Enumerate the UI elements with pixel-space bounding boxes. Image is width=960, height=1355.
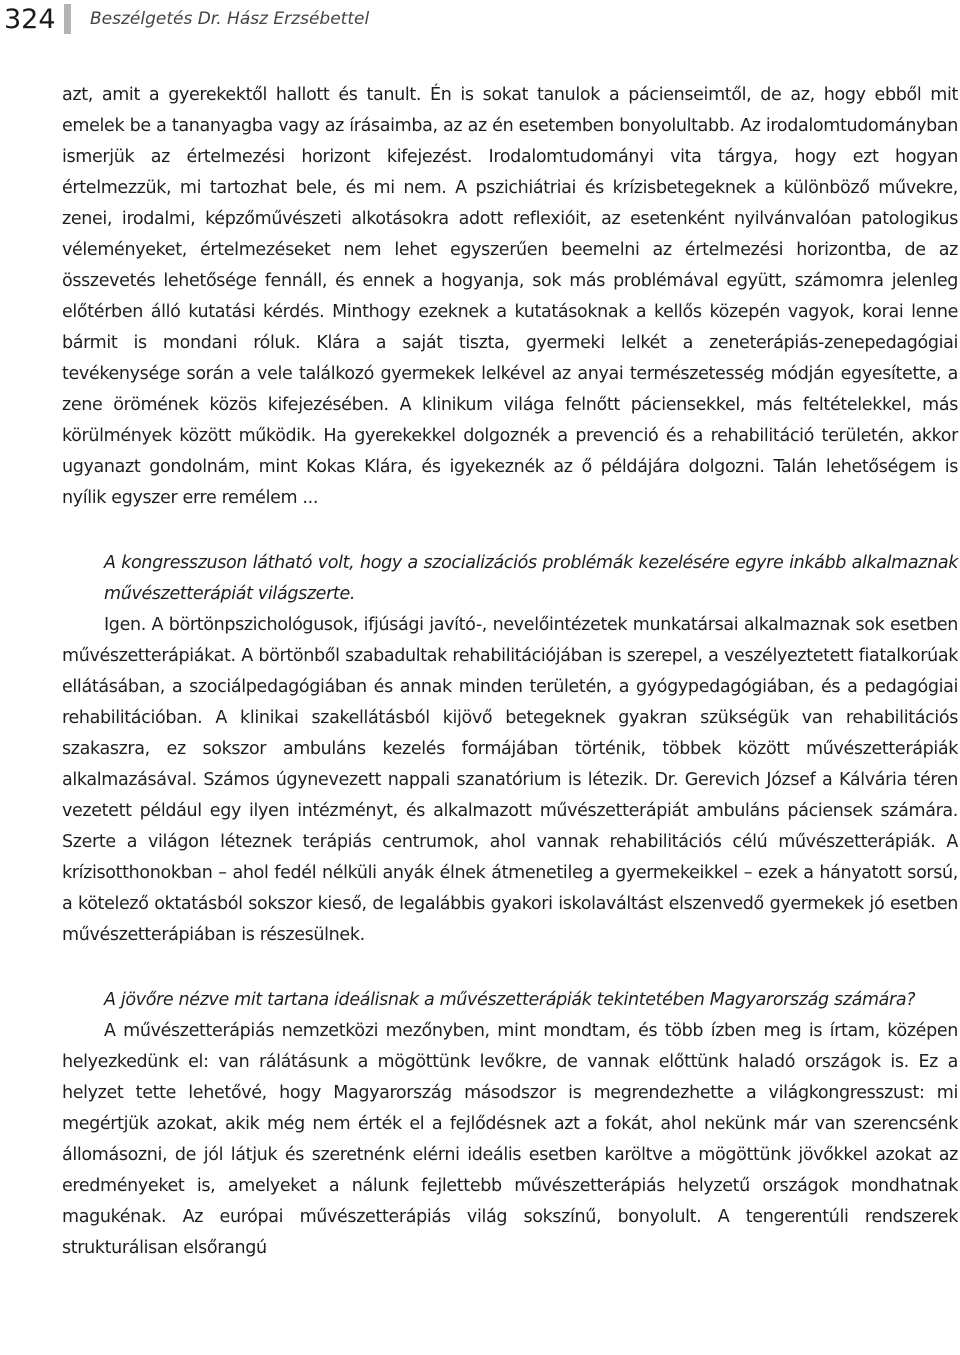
- interview-question: A jövőre nézve mit tartana ideálisnak a művészetterápiák tekintetében Magyarország számára?: [104, 990, 916, 1010]
- interview-question: A kongresszuson látható volt, hogy a szocializációs problémák kezelésére egyre inkább alkalmaznak művészetterápiát világszerte.: [104, 553, 958, 604]
- page-header: [0, 0, 960, 40]
- header-divider-bar: [64, 4, 71, 34]
- page-number: 324: [4, 4, 56, 35]
- interview-answer: A művészetterápiás nemzetközi mezőnyben, mint mondtam, és több ízben meg is írtam, középen helyezkedünk el: van rálátásunk a mögöttünk levőkre, de vannak előttünk haladó országok is. Ez a helyzet tette lehetővé, hogy Magyarország másodszor is megrendezhette a világkongresszust: mi megértjük azokat, akik még nem érték el a fejlődésnek azt a fokát, ahol nekünk már van szerencsénk állomásozni, de jól látjuk és szeretnénk elérni ideális esetben karöltve a mögöttünk jövőkkel azokat az eredményeket is, amelyeket a nálunk fejlettebb művészetterápiás helyzetű országok mondhatnak magukénak. Az európai művészetterápiás világ sokszínű, bonyolult. A tengerentúli rendszerek strukturálisan elsőrangú: [62, 1021, 958, 1258]
- article-body: [62, 80, 958, 1264]
- paragraph-continuation: azt, amit a gyerekektől hallott és tanult. Én is sokat tanulok a pácienseimtől, de az, hogy ebből mit emelek be a tananyagba vagy az írásaimba, az az én esetemben bonyolultabb. Az irodalomtudományban ismerjük az értelmezési horizont kifejezést. Irodalomtudományi vita tárgya, hogy ezt hogyan értelmezzük, mi tartozhat bele, és mi nem. A pszichiátriai és krízisbetegeknek a különböző művekre, zenei, irodalmi, képzőművészeti alkotásokra adott reflexióit, az esetenként nyilvánvalóan patologikus véleményeket, értelmezéseket nem lehet egyszerűen beemelni az értelmezési horizontba, de az összevetés lehetősége fennáll, és ennek a hogyanja, sok más problémával együtt, számomra jelenleg előtérben álló kutatási kérdés. Minthogy ezeknek a kutatásoknak a kellős közepén vagyok, korai lenne bármit is mondani róluk. Klára a saját tiszta, gyermeki lelkét a zeneterápiás-zenepedagógiai tevékenysége során a vele találkozó gyermekek lelkével az anyai természetesség módján egyesítette, a zene örömének közös kifejezésében. A klinikum világa felnőtt páciensekkel, más feltételekkel, más körülmények között működik. Ha gyerekekkel dolgoznék a prevenció és a rehabilitáció területén, akkor ugyanazt gondolnám, mint Kokas Klára, és igyekeznék az ő példájára dolgozni. Talán lehetőségem is nyílik egyszer erre remélem ...: [62, 85, 958, 508]
- running-title: Beszélgetés Dr. Hász Erzsébettel: [90, 9, 370, 29]
- interview-answer: Igen. A börtönpszichológusok, ifjúsági javító-, nevelőintézetek munkatársai alkalmaznak sok esetben művészetterápiákat. A börtönből szabadultak rehabilitációjában is szerepel, a veszélyeztetett fiatalkorúak ellátásában, a szociálpedagógiában és annak minden területén, a gyógypedagógiában, és a pedagógiai rehabilitációban. A klinikai szakellátásból kijövő betegeknek gyakran szükségük van rehabilitációs szakaszra, ez sokszor ambuláns kezelés formájában történik, többek között művészetterápiák alkalmazásával. Számos úgynevezett nappali szanatórium is létezik. Dr. Gerevich József a Kálvária téren vezetett például egy ilyen intézményt, és alkalmazott művészetterápiát ambuláns páciensek számára. Szerte a világon léteznek terápiás centrumok, ahol vannak rehabilitációs célú művészetterápiák. A krízisotthonokban – ahol fedél nélküli anyák élnek átmenetileg a gyermekeikkel – ezek a hányatott sorsú, a kötelező oktatásból sokszor kieső, de legalábbis gyakori iskolaváltást elszenvedő gyermekek jó esetben művészetterápiában is részesülnek.: [62, 615, 958, 945]
